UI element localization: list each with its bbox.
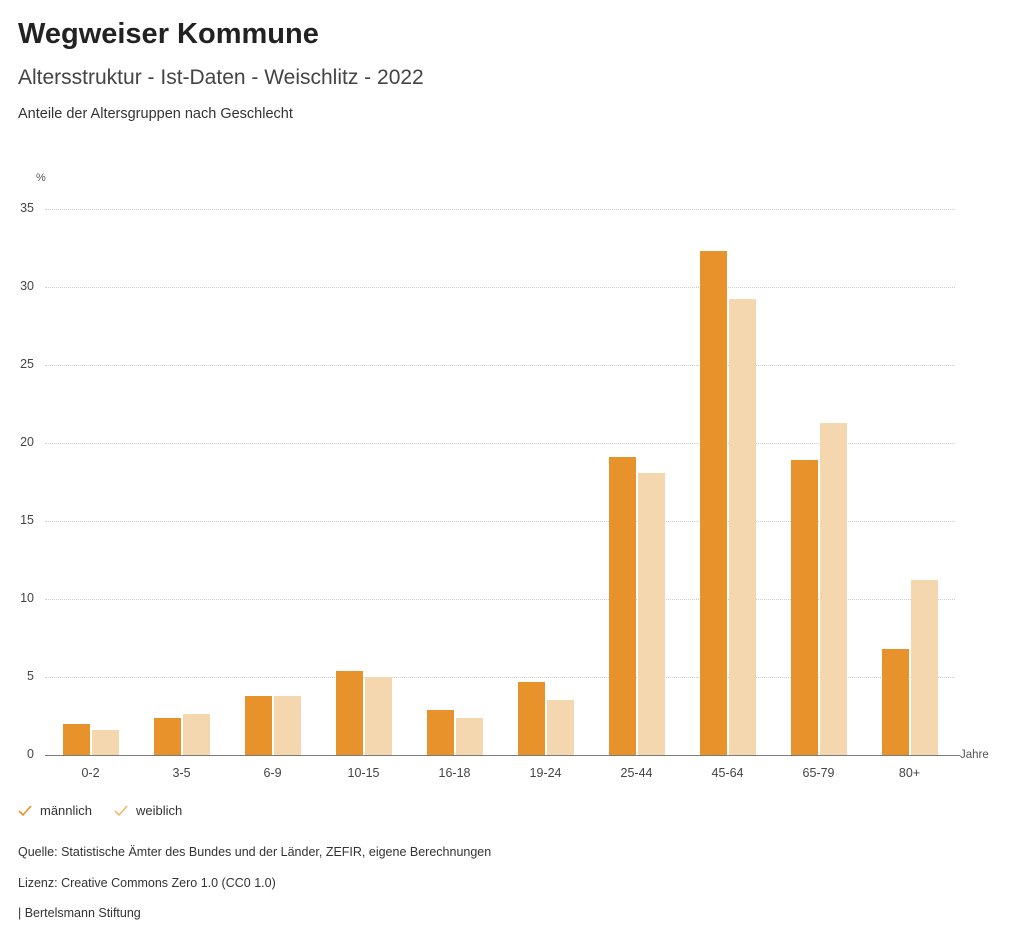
bar[interactable]	[820, 423, 847, 755]
page-description: Anteile der Altersgruppen nach Geschlecht	[18, 106, 293, 122]
y-axis-tick-label: 25	[20, 357, 34, 371]
x-axis-tick-label: 45-64	[711, 766, 744, 780]
x-axis-tick-label: 80+	[898, 766, 921, 780]
bar[interactable]	[365, 677, 392, 755]
y-axis-tick-label: 10	[20, 591, 34, 605]
x-axis-baseline	[45, 755, 960, 756]
y-axis-unit-label: %	[36, 172, 46, 184]
gridline	[45, 209, 955, 210]
y-axis-tick-label: 15	[20, 513, 34, 527]
x-axis-tick-label: 3-5	[172, 766, 191, 780]
bar[interactable]	[274, 696, 301, 755]
y-axis-tick-label: 30	[20, 279, 34, 293]
bar[interactable]	[882, 649, 909, 755]
bar[interactable]	[729, 299, 756, 755]
gridline	[45, 365, 955, 366]
page-subtitle: Altersstruktur - Ist-Daten - Weischlitz - 2022	[18, 66, 424, 89]
gridline	[45, 443, 955, 444]
bar[interactable]	[154, 718, 181, 755]
footnote-license: Lizenz: Creative Commons Zero 1.0 (CC0 1.0)	[18, 876, 276, 890]
x-axis-tick-label: 6-9	[263, 766, 282, 780]
y-axis-tick-label: 20	[20, 435, 34, 449]
footnote-source: Quelle: Statistische Ämter des Bundes und der Länder, ZEFIR, eigene Berechnungen	[18, 845, 492, 859]
chart-legend	[18, 803, 182, 818]
x-axis-tick-label: 19-24	[529, 766, 562, 780]
footnote-publisher: | Bertelsmann Stiftung	[18, 906, 141, 920]
y-axis-tick-label: 35	[20, 201, 34, 215]
x-axis-tick-label: 65-79	[802, 766, 835, 780]
gridline	[45, 599, 955, 600]
page-title: Wegweiser Kommune	[18, 18, 319, 50]
bar[interactable]	[92, 730, 119, 755]
bar[interactable]	[336, 671, 363, 755]
y-axis-tick-label: 0	[27, 747, 34, 761]
bar[interactable]	[911, 580, 938, 755]
gridline	[45, 521, 955, 522]
bar[interactable]	[638, 473, 665, 755]
bar[interactable]	[547, 700, 574, 755]
bar[interactable]	[791, 460, 818, 755]
bar[interactable]	[518, 682, 545, 755]
gridline	[45, 287, 955, 288]
bar[interactable]	[245, 696, 272, 755]
bar[interactable]	[427, 710, 454, 755]
check-icon	[114, 804, 128, 818]
bar[interactable]	[609, 457, 636, 755]
gridline	[45, 677, 955, 678]
x-axis-tick-label: 10-15	[347, 766, 380, 780]
x-axis-tick-label: 16-18	[438, 766, 471, 780]
x-axis-label: Jahre	[960, 749, 989, 761]
x-axis-tick-label: 0-2	[81, 766, 100, 780]
bar[interactable]	[63, 724, 90, 755]
legend-label: weiblich	[136, 803, 183, 818]
bar[interactable]	[700, 251, 727, 755]
check-icon	[18, 804, 32, 818]
legend-item-maennlich[interactable]	[18, 803, 92, 818]
legend-item-weiblich[interactable]	[114, 803, 182, 818]
bar[interactable]	[183, 714, 210, 755]
x-axis-tick-label: 25-44	[620, 766, 653, 780]
legend-label: männlich	[40, 803, 93, 818]
y-axis-tick-label: 5	[27, 669, 34, 683]
bar[interactable]	[456, 718, 483, 755]
